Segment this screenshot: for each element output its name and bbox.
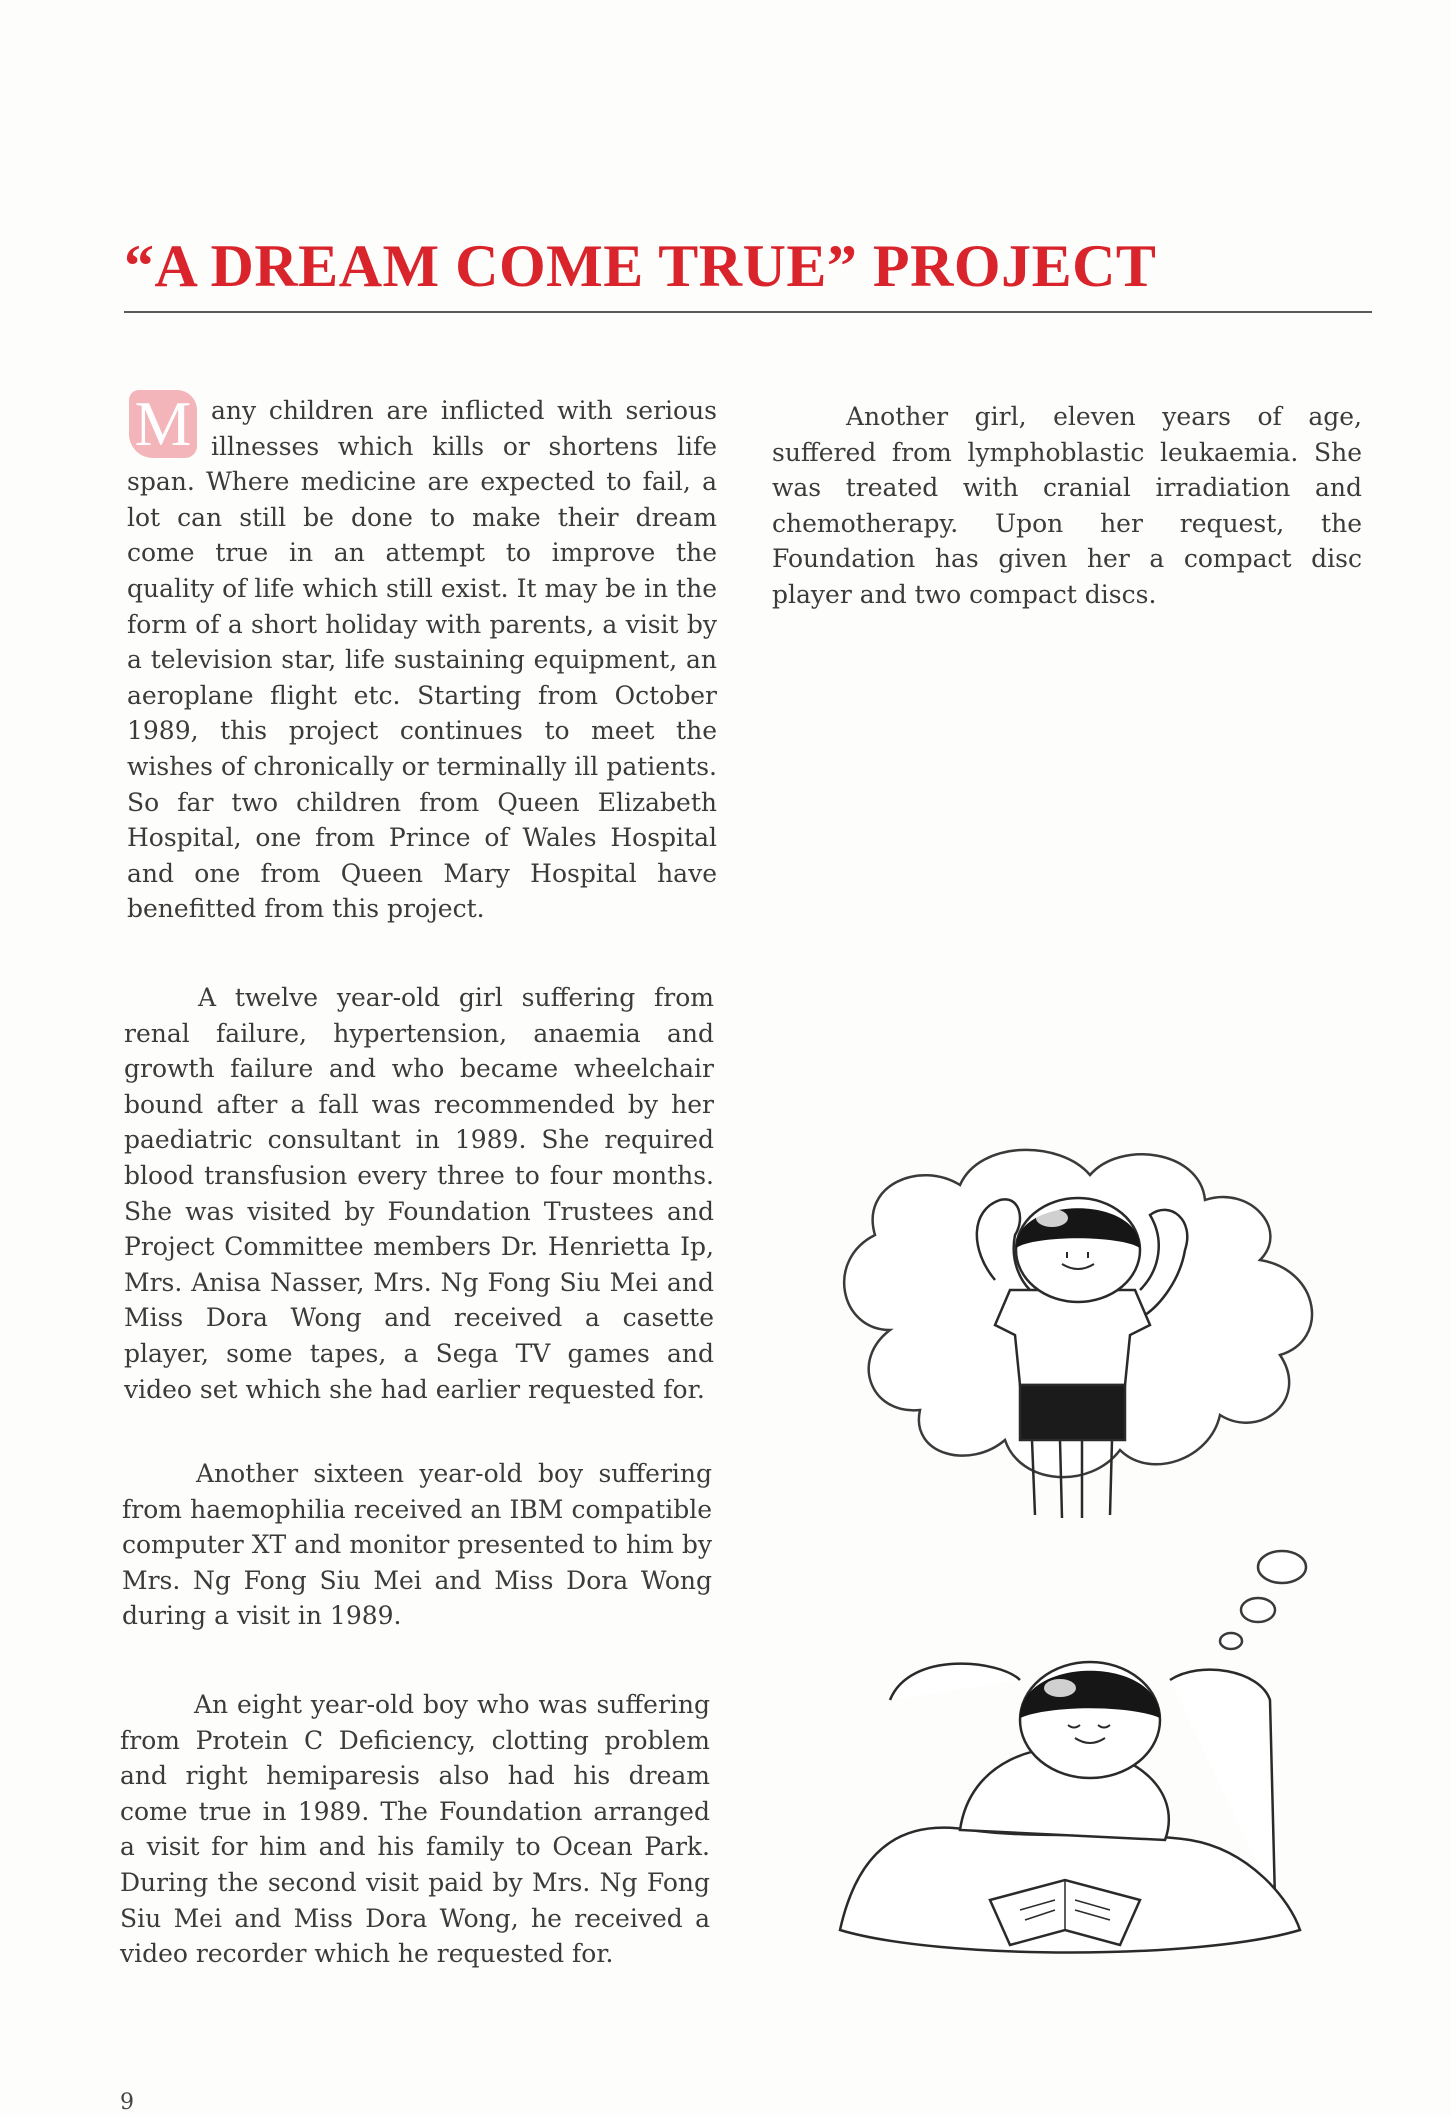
story-paragraph-girl-leukaemia: Another girl, eleven years of age, suffered from lymphoblastic leukaemia. She was treated with cranial irradiation and chemotherapy. Upon her request, the Foundation has given her a compact disc player and two compact discs. [772,402,1362,609]
thought-bubble-large [1258,1551,1306,1583]
title-divider [124,311,1372,313]
story-paragraph-girl-renal-failure: A twelve year-old girl suffering from renal failure, hypertension, anaemia and growth failure and who became wheelchair bound after a fall was recommended by her paediatric consultant in 1989. She required blood transfusion every three to four months. She was visited by Foundation Trustees and Project Committee members Dr. Henrietta Ip, Mrs. Anisa Nasser, Mrs. Ng Fong Siu Mei and Miss Dora Wong and received a casette player, some tapes, a Sega TV games and video set which she had earlier requested for. [124,983,714,1404]
dream-child-head [1016,1198,1140,1302]
page-number: 9 [120,2090,134,2115]
drop-cap [127,388,199,459]
dreaming-child-illustration [820,1140,1380,2020]
intro-paragraph [127,388,717,927]
thought-bubble-medium [1241,1598,1275,1622]
thought-bubble-small [1220,1633,1242,1649]
dream-child-shirt [995,1290,1150,1385]
story-paragraph-boy-protein-c: An eight year-old boy who was suffering from Protein C Deficiency, clotting problem and right hemiparesis also had his dream come true in 1989. The Foundation arranged a visit for him and his family to Ocean Park. During the second visit paid by Mrs. Ng Fong Siu Mei and Miss Dora Wong, he received a video recorder which he requested for. [120,1690,710,1969]
reading-child-head [1020,1662,1160,1778]
dream-child-shorts [1020,1385,1125,1440]
page-title: “A DREAM COME TRUE” PROJECT [124,233,1157,299]
intro-paragraph-text: any children are inflicted with serious illnesses which kills or shortens life span. Where medicine are expected to fail, a lot can still be done to make their dream come true in an attempt to improve the quality of life which still exist. It may be in the form of a short holiday with parents, a visit by a television star, life sustaining equipment, an aeroplane flight etc. Starting from October 1989, this project continues to meet the wishes of chronically or terminally ill patients. So far two children from Queen Elizabeth Hospital, one from Prince of Wales Hospital and one from Queen Mary Hospital have benefitted from this project. [127,396,717,924]
drop-cap-letter: M [134,388,192,459]
story-paragraph-boy-haemophilia: Another sixteen year-old boy suffering from haemophilia received an IBM compatible computer XT and monitor presented to him by Mrs. Ng Fong Siu Mei and Miss Dora Wong during a visit in 1989. [122,1459,712,1631]
